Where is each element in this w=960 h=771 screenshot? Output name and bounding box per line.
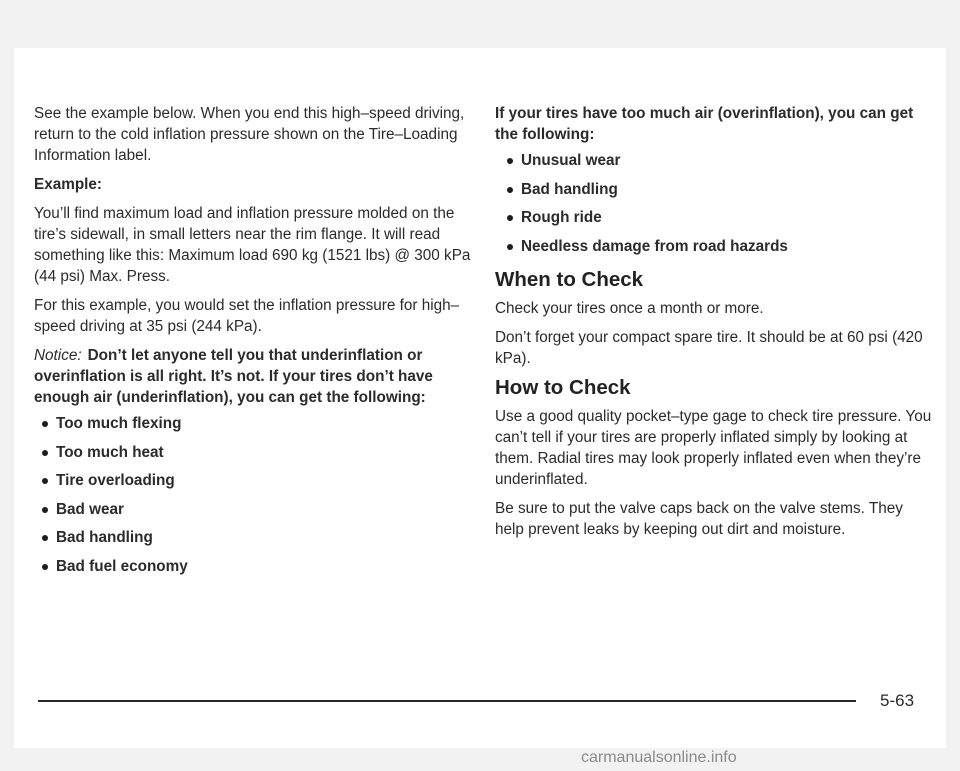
setting-paragraph: For this example, you would set the inflation pressure for high–speed driving at 35 psi (244 kPa). — [34, 297, 460, 335]
bullet-icon — [42, 535, 48, 541]
page-number: 5-63 — [880, 691, 915, 710]
list-item: Tire overloading — [34, 467, 484, 496]
list-item: Bad fuel economy — [34, 553, 484, 582]
bullet-icon — [507, 244, 513, 250]
example-paragraph: You’ll find maximum load and inflation pressure molded on the tire’s sidewall, in small letters near the rim flange. It will read something like this: Maximum load 690 kg (1521 lbs) @ 300 kPa (44 psi) Max. Press. — [34, 205, 471, 285]
bullet-icon — [42, 507, 48, 513]
bullet-icon — [42, 421, 48, 427]
overinflation-list — [495, 147, 935, 261]
manual-page — [14, 48, 946, 748]
when-to-check-heading: When to Check — [495, 268, 644, 291]
list-item: Rough ride — [495, 204, 935, 233]
intro-paragraph: See the example below. When you end this high–speed driving, return to the cold inflation pressure shown on the Tire–Loading Information label. — [34, 105, 465, 164]
bullet-icon — [507, 187, 513, 193]
bullet-icon — [507, 215, 513, 221]
notice-paragraph — [34, 345, 484, 408]
how-to-check-heading: How to Check — [495, 376, 631, 399]
bullet-icon — [42, 478, 48, 484]
how-paragraph-1: Use a good quality pocket–type gage to check tire pressure. You can’t tell if your tires are properly inflated simply by looking at them. Radial tires may look properly inflated even when they’re underinflated. — [495, 408, 932, 488]
list-item: Needless damage from road hazards — [495, 233, 935, 262]
when-paragraph-2: Don’t forget your compact spare tire. It should be at 60 psi (420 kPa). — [495, 329, 923, 367]
right-column — [495, 103, 935, 548]
notice-label: Notice: — [34, 347, 82, 364]
list-item: Bad handling — [34, 524, 484, 553]
watermark: carmanualsonline.info — [581, 749, 737, 766]
example-heading: Example: — [34, 176, 103, 193]
left-column — [34, 103, 484, 587]
list-item: Bad handling — [495, 176, 935, 205]
list-item: Bad wear — [34, 496, 484, 525]
bullet-icon — [42, 450, 48, 456]
bullet-icon — [42, 564, 48, 570]
underinflation-list — [34, 410, 484, 581]
notice-text: Don’t let anyone tell you that underinflation or overinflation is all right. It’s not. If your tires don’t have enough air (underinflation), you can get the following: — [34, 347, 433, 406]
overinflation-intro: If your tires have too much air (overinflation), you can get the following: — [495, 105, 914, 143]
how-paragraph-2: Be sure to put the valve caps back on the valve stems. They help prevent leaks by keeping out dirt and moisture. — [495, 500, 903, 538]
footer-rule — [38, 700, 856, 702]
list-item: Too much flexing — [34, 410, 484, 439]
list-item: Unusual wear — [495, 147, 935, 176]
bullet-icon — [507, 158, 513, 164]
when-paragraph-1: Check your tires once a month or more. — [495, 300, 764, 317]
list-item: Too much heat — [34, 439, 484, 468]
